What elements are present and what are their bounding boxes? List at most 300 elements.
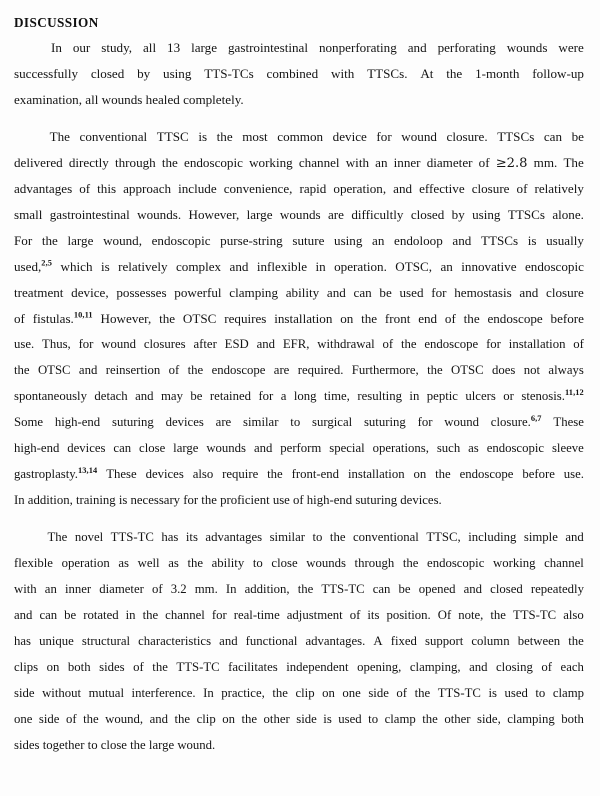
text-line [14, 155, 584, 181]
word: clamp [552, 686, 584, 700]
word: follow-up [532, 66, 584, 81]
word: be [379, 285, 392, 300]
citation-marker: 13,14 [77, 465, 98, 475]
word: of [65, 712, 77, 726]
word: TTSC [156, 129, 189, 144]
word: devices [165, 415, 204, 429]
word: the [435, 467, 451, 481]
text-line [14, 66, 584, 92]
word: also [563, 608, 584, 622]
word: one [14, 712, 33, 726]
word: on [322, 686, 335, 700]
word: powerful [174, 285, 222, 300]
word: the [174, 712, 191, 726]
word: inflexible [256, 259, 308, 274]
word: both [561, 712, 584, 726]
word: TTSC, [426, 530, 461, 544]
word: approach [123, 181, 172, 196]
word: wound [101, 337, 136, 351]
word: with [14, 582, 37, 596]
word: opening, [357, 660, 402, 674]
word: purse-string [220, 233, 283, 248]
word: TTSCs [497, 129, 535, 144]
word: resulting [357, 389, 402, 403]
word: clamping, [409, 660, 461, 674]
word: wounds [206, 441, 247, 455]
word: advantages [205, 530, 263, 544]
word: However, [100, 311, 152, 326]
word: requires [224, 311, 267, 326]
word: the [402, 556, 419, 570]
word: diameter [99, 582, 144, 596]
word: between [517, 634, 561, 648]
text-line [14, 608, 584, 634]
text-line [14, 40, 584, 66]
word: on [222, 712, 235, 726]
word: and [256, 337, 276, 351]
word: device [332, 129, 367, 144]
word: sides [99, 660, 125, 674]
word: TTS-TC [321, 582, 365, 596]
word: before [522, 467, 555, 481]
word: and [229, 259, 249, 274]
word: endoscope [211, 363, 266, 377]
word: the [159, 311, 176, 326]
word: special [329, 441, 365, 455]
word: Furthermore, [351, 363, 419, 377]
word: for [417, 415, 433, 429]
word: endoloop [394, 233, 443, 248]
word: in [125, 608, 136, 622]
text-line [14, 233, 584, 259]
word: and [149, 712, 168, 726]
word: all [143, 40, 157, 55]
word: is [323, 712, 332, 726]
word: be [571, 129, 584, 144]
word: retained [209, 389, 251, 403]
word: similar [243, 415, 279, 429]
word: endoscopic [151, 233, 211, 248]
word: In [50, 40, 62, 55]
word: an [375, 155, 388, 170]
word: to [290, 415, 301, 429]
word: However, [188, 207, 240, 222]
word: study, [101, 40, 133, 55]
word: the [187, 556, 204, 570]
word: interference. [131, 686, 196, 700]
word: diameter [426, 155, 473, 170]
word: suture [292, 233, 325, 248]
word: and [463, 582, 483, 596]
word: channel [165, 608, 205, 622]
word: side [38, 712, 60, 726]
word: unique [39, 634, 74, 648]
word: mm. [194, 582, 218, 596]
word: through [115, 155, 156, 170]
word-with-citation [521, 389, 583, 404]
word: effective [419, 181, 465, 196]
word: wound [444, 415, 479, 429]
word: for [376, 129, 392, 144]
word: for [78, 337, 94, 351]
word: the [446, 66, 463, 81]
word: perform [280, 441, 322, 455]
text-line [14, 467, 584, 493]
word: to [535, 686, 546, 700]
word: as [118, 556, 129, 570]
word: an [44, 582, 57, 596]
word: including [468, 530, 517, 544]
word: OTSC [451, 363, 484, 377]
word: ability [285, 285, 320, 300]
word: other [444, 712, 471, 726]
word: 13 [167, 40, 181, 55]
word: side [296, 712, 317, 726]
word: can [113, 441, 132, 455]
word: operation. [334, 259, 387, 274]
paragraph-2-tight-block [14, 337, 584, 519]
word: and [407, 40, 427, 55]
word: closing [496, 660, 533, 674]
word: structural [81, 634, 131, 648]
word: close [271, 556, 298, 570]
word: advantages. [305, 634, 366, 648]
word: are [215, 415, 232, 429]
word: addition, [244, 582, 290, 596]
word: high-end [14, 441, 60, 455]
word: the [414, 686, 431, 700]
word: require [222, 467, 259, 481]
page-content [14, 0, 584, 764]
text-line [14, 259, 584, 285]
word: other [263, 712, 290, 726]
word: the [241, 712, 258, 726]
word: of [151, 582, 163, 596]
paragraph-1 [14, 40, 584, 118]
word: endoscope [487, 311, 543, 326]
word: closure [471, 181, 510, 196]
word-with-citation [33, 311, 93, 327]
word: conventional [79, 129, 148, 144]
word: of [573, 337, 584, 351]
word: or [503, 389, 514, 403]
citation-marker: 10,11 [73, 310, 93, 320]
text-line [14, 285, 584, 311]
text-line [14, 582, 584, 608]
word: suturing [363, 415, 406, 429]
text-line [14, 530, 584, 556]
text-line [14, 493, 584, 519]
word: clips [14, 660, 39, 674]
word: were [558, 40, 584, 55]
word: gastrointestinal [227, 40, 308, 55]
word: side [368, 686, 389, 700]
word: common [277, 129, 324, 144]
word: 3.2 [170, 582, 187, 596]
word: without [42, 686, 82, 700]
word-with-citation [14, 467, 97, 482]
word: device, [71, 285, 109, 300]
word: sides together to close the large wound. [14, 738, 216, 752]
word: the [361, 311, 378, 326]
word: each [560, 660, 584, 674]
text-line [14, 660, 584, 686]
word: most [242, 129, 268, 144]
text-line [14, 712, 584, 738]
word: suturing [112, 415, 154, 429]
word: rotated [83, 608, 119, 622]
word-text: fistulas. [32, 311, 74, 326]
word: real-time [233, 608, 280, 622]
word: repeatedly [530, 582, 584, 596]
word: can [39, 608, 58, 622]
section-heading-discussion: DISCUSSION [14, 15, 99, 30]
text-line [14, 441, 584, 467]
word: Some [14, 415, 44, 429]
word: clamping [229, 285, 278, 300]
word: also [192, 467, 214, 481]
word: of [168, 363, 180, 377]
word: wound, [105, 712, 144, 726]
word: the [272, 686, 288, 700]
paragraph-3 [14, 530, 584, 764]
word: before [550, 311, 584, 326]
word: are [328, 207, 344, 222]
word: TTS-TC [176, 660, 220, 674]
word: as [468, 441, 479, 455]
word: wounds [306, 556, 346, 570]
word: The [47, 530, 68, 544]
word: surgical [312, 415, 353, 429]
word: OTSC, [395, 259, 433, 274]
word: independent [286, 660, 349, 674]
word: of [14, 311, 25, 326]
word: similar [269, 530, 305, 544]
word: and [393, 181, 413, 196]
word: a [280, 389, 287, 403]
word: front-end [291, 467, 340, 481]
text-line [14, 556, 584, 582]
word: endoscopic [486, 441, 545, 455]
word: of [516, 181, 528, 196]
word: the [463, 311, 480, 326]
word: closed [90, 66, 125, 81]
word: and [135, 389, 154, 403]
word: working [493, 556, 536, 570]
word: practice, [221, 686, 265, 700]
word: be [398, 582, 411, 596]
word: channel [298, 155, 340, 170]
text-line [14, 181, 584, 207]
text-line [14, 738, 584, 764]
word: In addition, training is necessary for the proficient use of high-end suturing devices. [14, 493, 442, 507]
word: on [413, 467, 427, 481]
word: and [253, 441, 273, 455]
word: is [100, 259, 110, 274]
word: its [185, 530, 198, 544]
word: as [168, 556, 179, 570]
word: TTS-TC [110, 530, 154, 544]
word: and [565, 530, 584, 544]
word: endoscope [424, 337, 479, 351]
text-line [14, 415, 584, 441]
word: high-end [54, 415, 101, 429]
word: clip [196, 712, 216, 726]
word: the [161, 155, 178, 170]
word: the [41, 233, 58, 248]
word: relatively [118, 259, 168, 274]
word: our [72, 40, 91, 55]
word: TTS-TC [437, 686, 481, 700]
word: installation [274, 311, 333, 326]
word: characteristics [138, 634, 212, 648]
word: with [345, 155, 369, 170]
word: using [472, 207, 501, 222]
word: the [568, 634, 584, 648]
word: novel [74, 530, 104, 544]
word: inner [64, 582, 92, 596]
word: closure. [446, 129, 488, 144]
word: In [225, 582, 237, 596]
word: of [79, 181, 91, 196]
word: endoscopic [184, 155, 243, 170]
word: facilitates [228, 660, 278, 674]
word: clip [295, 686, 315, 700]
word: delivered [14, 155, 63, 170]
word: large [67, 233, 94, 248]
word: small [14, 207, 43, 222]
word: fixed [390, 634, 417, 648]
word: and [78, 363, 98, 377]
word: the [427, 363, 443, 377]
word: include [178, 181, 217, 196]
word: used [399, 285, 424, 300]
word: TTS-TC [512, 608, 557, 622]
word: TTSCs [480, 233, 519, 248]
word: on [46, 660, 60, 674]
word: the [14, 363, 30, 377]
word: Thus, [42, 337, 71, 351]
paragraph-2 [14, 129, 584, 519]
word: convenience, [223, 181, 293, 196]
word: to [312, 530, 323, 544]
word: the [400, 337, 417, 351]
word: by [137, 66, 151, 81]
word: nonperforating [318, 40, 397, 55]
word: successfully [14, 66, 78, 81]
word: wound [401, 129, 437, 144]
word: is [198, 129, 208, 144]
word: of [444, 311, 456, 326]
word-text: closure. [490, 415, 531, 429]
word: clamp [384, 712, 416, 726]
word: TTSCs. [367, 66, 408, 81]
word: EFR, [282, 337, 310, 351]
word: spontaneously [14, 389, 87, 403]
word: an [440, 259, 453, 274]
word: devices [67, 441, 106, 455]
word: the [142, 608, 159, 622]
word: wounds [279, 207, 321, 222]
word: The [49, 129, 70, 144]
word: adjustment [286, 608, 343, 622]
word: support [425, 634, 464, 648]
word-with-citation [14, 259, 52, 275]
text-line [14, 686, 584, 712]
word: and [519, 285, 539, 300]
word: for [431, 285, 447, 300]
word: front [384, 311, 411, 326]
word: A [373, 634, 383, 648]
word: and [219, 634, 238, 648]
word: installation [347, 467, 405, 481]
citation-marker: 6,7 [530, 413, 542, 423]
word: be [190, 389, 203, 403]
word: ulcers [465, 389, 496, 403]
word: These [553, 415, 584, 429]
text-line [14, 311, 584, 337]
word: operations, [372, 441, 429, 455]
word-with-citation [491, 415, 542, 430]
word: closures [143, 337, 186, 351]
citation-marker: 11,12 [564, 387, 584, 397]
word: hemostasis [454, 285, 512, 300]
word: At [420, 66, 434, 81]
word: flexible [14, 556, 53, 570]
word: for [486, 337, 501, 351]
word: wounds [506, 40, 548, 55]
word: not [523, 363, 541, 377]
word: OTSC [37, 363, 71, 377]
word: simple [523, 530, 558, 544]
word: the [216, 129, 233, 144]
word: large [246, 207, 273, 222]
word: required. [297, 363, 344, 377]
word: in [409, 389, 420, 403]
word: does [492, 363, 516, 377]
word: difficultly [351, 207, 404, 222]
word: the [267, 467, 283, 481]
word: of [349, 608, 361, 622]
word: directly [68, 155, 109, 170]
word: can [543, 129, 563, 144]
text-line [14, 337, 584, 363]
word: the [297, 582, 314, 596]
word: with [331, 66, 355, 81]
word: of [541, 660, 553, 674]
word: clamping [507, 712, 555, 726]
word: opened [418, 582, 456, 596]
word: mm. [533, 155, 558, 170]
word: mutual [88, 686, 124, 700]
word: its [367, 608, 380, 622]
word: of [396, 686, 408, 700]
word: and [452, 233, 472, 248]
word: well [137, 556, 160, 570]
word: may [161, 389, 183, 403]
word: For [14, 233, 33, 248]
word: has [14, 634, 31, 648]
text-line [14, 634, 584, 660]
word: inner [393, 155, 421, 170]
word: of [133, 660, 144, 674]
word: in [315, 259, 326, 274]
word: In [203, 686, 214, 700]
text-line [14, 92, 584, 118]
word: gastrointestinal [49, 207, 130, 222]
word: column [471, 634, 510, 648]
word: and [469, 660, 488, 674]
